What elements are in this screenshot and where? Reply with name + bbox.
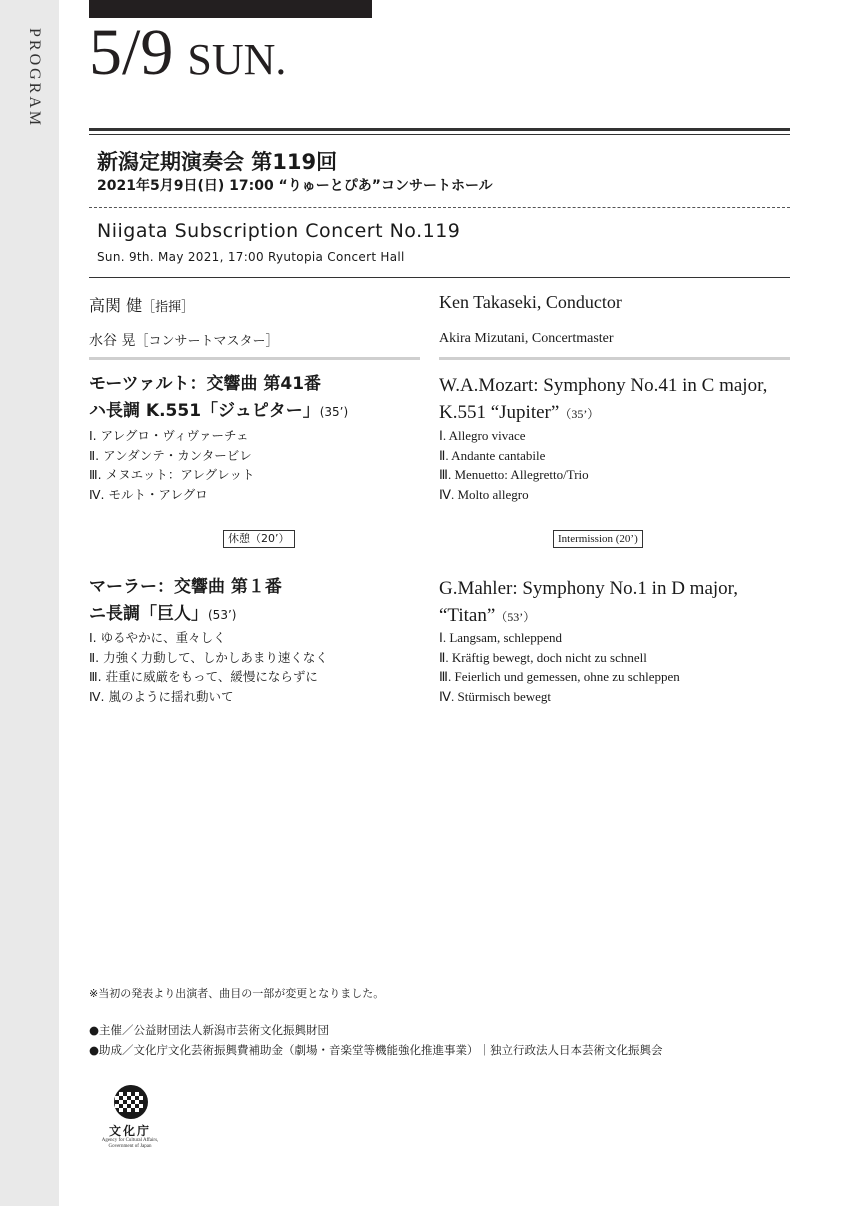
performers-divider-left <box>89 357 420 360</box>
performers-divider-right <box>439 357 790 360</box>
concert-title-jp: 新潟定期演奏会 第119回 <box>97 150 338 174</box>
work2-title-en <box>439 575 738 631</box>
work1-en-line2-wrap <box>439 399 767 428</box>
work2-movements-en <box>439 628 680 706</box>
work1-title-en <box>439 372 767 428</box>
work1-mv-jp-3: Ⅲ. メヌエット：アレグレット <box>89 467 255 482</box>
section-divider <box>89 277 790 278</box>
sidebar-band <box>0 0 59 1206</box>
conductor-jp <box>89 293 194 316</box>
work2-jp-line2: ニ長調「巨人」 <box>89 604 208 624</box>
conductor-en: Ken Takaseki, Conductor <box>439 292 622 312</box>
date-number: 5/9 <box>89 16 174 89</box>
conductor-jp-name: 高関 健 <box>89 296 143 315</box>
work1-jp-line2-wrap <box>89 398 348 426</box>
work1-jp-line2: ハ長調 K.551「ジュピター」 <box>89 401 320 421</box>
work2-mv-jp-3: Ⅲ. 荘重に威厳をもって、緩慢にならずに <box>89 669 318 684</box>
work2-jp-line2-wrap <box>89 601 282 629</box>
work2-mv-en-3: Ⅲ. Feierlich und gemessen, ohne zu schleppen <box>439 669 680 684</box>
agency-logo-icon <box>96 1083 166 1123</box>
concert-date-heading <box>89 16 287 89</box>
work1-en-duration: （35’） <box>559 407 600 421</box>
work1-mv-en-1: Ⅰ. Allegro vivace <box>439 428 526 443</box>
agency-logo-en-line1: Agency for Cultural Affairs, <box>101 1138 159 1143</box>
work1-movements-jp <box>89 426 254 504</box>
date-weekday: SUN. <box>187 35 287 84</box>
header-rule-bottom <box>89 134 790 135</box>
concertmaster-jp-role: ［コンサートマスター］ <box>135 334 279 349</box>
work2-mv-en-4: Ⅳ. Stürmisch bewegt <box>439 688 552 704</box>
work1-mv-jp-4: Ⅳ. モルト・アレグロ <box>89 486 208 502</box>
work1-title-jp <box>89 371 348 426</box>
work1-en-line2: K.551 “Jupiter” <box>439 402 560 423</box>
support-credit: ●助成／文化庁文化芸術振興費補助金（劇場・音楽堂等機能強化推進事業）｜独立行政法人日本芸術文化振興会 <box>89 1043 663 1057</box>
header-rule-top <box>89 128 790 131</box>
concert-title-en: Niigata Subscription Concert No.119 <box>97 220 461 242</box>
work2-en-line1: G.Mahler: Symphony No.1 in D major, <box>439 578 738 599</box>
dashed-divider <box>89 207 790 208</box>
change-notice: ※当初の発表より出演者、曲目の一部が変更となりました。 <box>89 987 385 1000</box>
work1-mv-jp-2: Ⅱ. アンダンテ・カンタービレ <box>89 447 252 463</box>
agency-logo-text: 文化庁 <box>108 1124 151 1138</box>
work1-mv-en-4: Ⅳ. Molto allegro <box>439 486 529 502</box>
work2-mv-jp-1: Ⅰ. ゆるやかに、重々しく <box>89 630 226 645</box>
program-side-label: PROGRAM <box>26 28 43 129</box>
work2-mv-en-1: Ⅰ. Langsam, schleppend <box>439 630 562 645</box>
work1-jp-line1: モーツァルト：交響曲 第41番 <box>89 374 322 394</box>
work2-mv-en-2: Ⅱ. Kräftig bewegt, doch nicht zu schnell <box>439 649 647 665</box>
agency-logo-english <box>97 1138 163 1150</box>
agency-logo-en-line2: Government of Japan <box>108 1144 152 1149</box>
work1-jp-duration: (35’) <box>319 405 349 419</box>
concertmaster-jp-name: 水谷 晃 <box>89 333 136 349</box>
work2-en-line2: “Titan” <box>439 605 496 626</box>
work1-mv-en-2: Ⅱ. Andante cantabile <box>439 447 546 463</box>
work2-jp-line1: マーラー：交響曲 第１番 <box>89 577 282 597</box>
work2-title-jp <box>89 574 282 629</box>
concert-datetime-en: Sun. 9th. May 2021, 17:00 Ryutopia Concert Hall <box>97 250 405 264</box>
intermission-en: Intermission (20’) <box>553 530 643 548</box>
concert-datetime-jp: 2021年5月9日(日) 17:00 “りゅーとぴあ”コンサートホール <box>97 178 493 194</box>
work2-en-duration: （53’） <box>495 610 536 624</box>
conductor-jp-role: ［指揮］ <box>142 300 195 315</box>
concertmaster-jp <box>89 330 278 350</box>
work1-mv-en-3: Ⅲ. Menuetto: Allegretto/Trio <box>439 467 589 482</box>
intermission-jp: 休憩（20’） <box>223 530 295 548</box>
work2-en-line2-wrap <box>439 602 738 631</box>
work1-movements-en <box>439 426 589 504</box>
work2-jp-duration: (53’) <box>208 608 237 622</box>
work2-movements-jp <box>89 628 328 706</box>
work2-mv-jp-2: Ⅱ. 力強く力動して、しかしあまり速くなく <box>89 649 328 665</box>
work2-mv-jp-4: Ⅳ. 嵐のように揺れ動いて <box>89 688 234 704</box>
work1-en-line1: W.A.Mozart: Symphony No.41 in C major, <box>439 375 768 396</box>
work1-mv-jp-1: Ⅰ. アレグロ・ヴィヴァーチェ <box>89 428 249 443</box>
organizer-credit: ●主催／公益財団法人新潟市芸術文化振興財団 <box>89 1023 330 1037</box>
concertmaster-en: Akira Mizutani, Concertmaster <box>439 331 614 346</box>
